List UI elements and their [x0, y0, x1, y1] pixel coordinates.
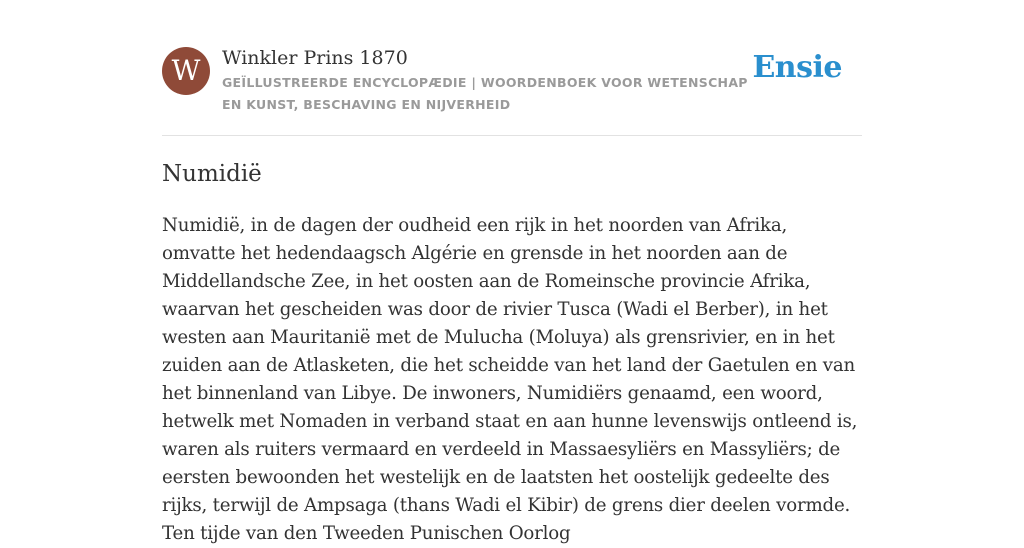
ensie-logo[interactable]: Ensie	[752, 50, 842, 85]
page	[162, 0, 862, 544]
source-subtitle: GEÏLLUSTREERDE ENCYCLOPÆDIE | WOORDENBOEK VOOR WETENSCHAP EN KUNST, BESCHAVING EN NIJVERHEID	[222, 75, 748, 112]
avatar[interactable]: W	[162, 47, 210, 95]
article-body: Numidië, in de dagen der oudheid een rijk in het noorden van Afrika, omvatte het hedendaagsch Algérie en grensde in het noorden aan de Middellandsche Zee, in het oosten aan de Romeinsche provincie Afrika, waarvan het gescheiden was door de rivier Tusca (Wadi el Berber), in het westen aan Mauritanië met de Mulucha (Moluya) als grensrivier, en in het zuiden aan de Atlasketen, die het scheidde van het land der Gaetulen en van het binnenland van Libye. De inwoners, Numidiërs genaamd, een woord, hetwelk met Nomaden in verband staat en aan hunne levenswijs ontleend is, waren als ruiters vermaard en verdeeld in Massaesyliërs en Massyliërs; de eersten bewoonden het westelijk en de laatsten het oostelijk gedeelte des rijks, terwijl de Ampsaga (thans Wadi el Kibir) de grens dier deelen vormde. Ten tijde van den Tweeden Punischen Oorlog	[162, 215, 858, 544]
source-info	[222, 44, 762, 116]
source-title[interactable]: Winkler Prins 1870	[222, 47, 408, 69]
source-header	[162, 0, 862, 136]
page-title: Numidië	[162, 161, 262, 187]
